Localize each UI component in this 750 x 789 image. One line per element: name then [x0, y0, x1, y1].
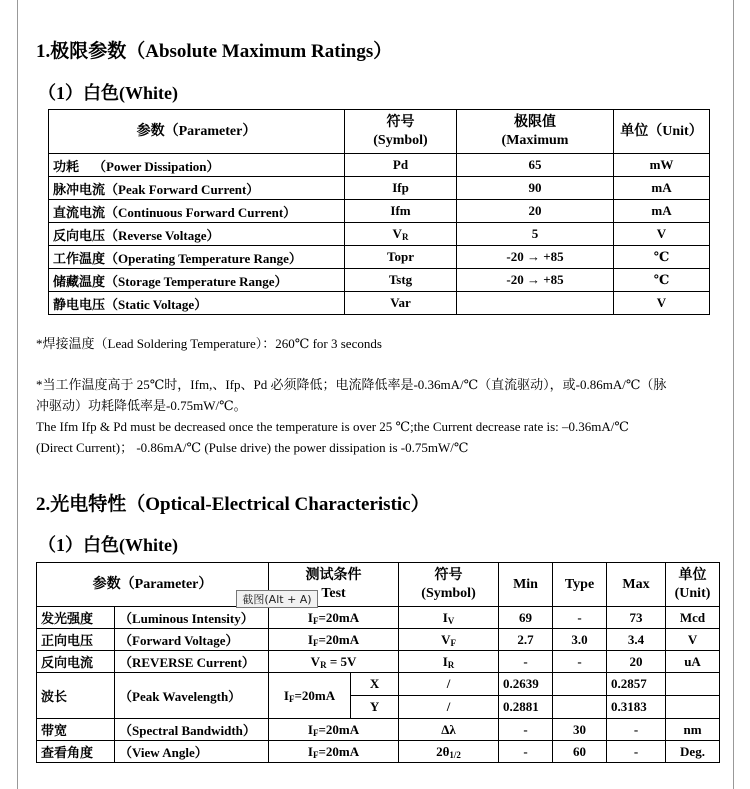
symbol-cell: [399, 719, 499, 741]
table-row: [37, 719, 720, 741]
symbol-main: V: [392, 226, 402, 241]
value-cell: [457, 292, 614, 315]
param-cell: [49, 269, 345, 292]
header-symbol: [345, 110, 457, 154]
symbol-cell: [399, 629, 499, 651]
header2-symbol-en: (Symbol): [421, 585, 476, 601]
type-cell: 3.0: [553, 629, 607, 651]
symbol-text: Tstg: [388, 272, 413, 287]
symbol-text: Ifp: [392, 180, 409, 195]
table-row: [49, 223, 710, 246]
condition-sub: F: [312, 727, 319, 738]
section2-subtitle: （1）白色(White): [38, 535, 178, 555]
section1-title: 1.极限参数（Absolute Maximum Ratings）: [36, 41, 393, 62]
note-derate-en-1: The Ifm Ifp & Pd must be decreased once the temperature is over 25 ℃;the Current decrease rate is: –0.36mA/℃: [36, 419, 629, 434]
condition-rest: = 5V: [326, 653, 357, 669]
condition-rest: =20mA: [318, 631, 360, 647]
unit-cell: V: [614, 292, 710, 315]
max-cell: 3.4: [607, 629, 666, 651]
condition-cell: [269, 651, 399, 673]
note-derate-cn-1: *当工作温度高于 25℃时，Ifm,、Ifp、Pd 必须降低；电流降低率是-0.36mA/℃（直流驱动），或-0.86mA/℃（脉: [36, 377, 667, 392]
header-symbol-en: (Symbol): [373, 132, 428, 148]
param-cell: [49, 292, 345, 315]
unit-cell: V: [614, 223, 710, 246]
param-en-cell: （Luminous Intensity）: [115, 607, 269, 629]
condition-sub: R: [320, 659, 327, 670]
header2-max: Max: [607, 563, 666, 607]
unit-cell: ℃: [614, 246, 710, 269]
value-cell: -20 → +85: [457, 269, 614, 292]
condition-main: I: [307, 743, 313, 759]
unit-cell: uA: [666, 651, 720, 673]
symbol-cell: /: [399, 673, 499, 696]
condition-main: I: [283, 687, 289, 703]
absolute-max-table: [48, 109, 710, 315]
symbol-cell: [345, 200, 457, 223]
unit-cell: [666, 673, 720, 696]
value-cell: 20: [457, 200, 614, 223]
symbol-cell: [399, 741, 499, 763]
symbol-main: V: [441, 631, 451, 647]
type-cell: 30: [553, 719, 607, 741]
axis-cell: Y: [351, 696, 399, 719]
section1-subtitle: （1）白色(White): [38, 83, 178, 103]
min-cell: 69: [499, 607, 553, 629]
header2-unit: [666, 563, 720, 607]
param-cn-cell: 查看角度: [37, 741, 115, 763]
table-row: [49, 246, 710, 269]
condition-cell: [269, 607, 399, 629]
header2-symbol-cn: 符号: [434, 567, 463, 583]
symbol-sub: F: [450, 637, 456, 648]
table-row: [37, 629, 720, 651]
param-cn-cell: 反向电流: [37, 651, 115, 673]
condition-sub: F: [288, 693, 295, 704]
max-cell: 73: [607, 607, 666, 629]
axis-cell: X: [351, 673, 399, 696]
table-row: [49, 292, 710, 315]
symbol-cell: [345, 154, 457, 177]
param-cn: 脉冲电流: [53, 181, 106, 197]
param-cn: 静电电压: [53, 296, 106, 312]
unit-cell: V: [666, 629, 720, 651]
unit-cell: mW: [614, 154, 710, 177]
table-row: [37, 741, 720, 763]
param-en-cell: （View Angle）: [115, 741, 269, 763]
condition-main: I: [307, 631, 313, 647]
param-cell: [49, 177, 345, 200]
param-cn-cell: 发光强度: [37, 607, 115, 629]
min-cell: -: [499, 719, 553, 741]
note-soldering: *焊接温度（Lead Soldering Temperature）：260℃ for 3 seconds: [36, 336, 382, 351]
max-cell: 0.2857: [607, 673, 666, 696]
param-cn-cell: 带宽: [37, 719, 115, 741]
param-cn: 直流电流: [53, 204, 106, 220]
symbol-cell: [399, 651, 499, 673]
header-parameter: 参数（Parameter）: [49, 110, 345, 154]
value-cell: 5: [457, 223, 614, 246]
wavelength-row: [37, 673, 720, 696]
param-cell: [49, 223, 345, 246]
unit-cell: mA: [614, 177, 710, 200]
symbol-cell: [345, 269, 457, 292]
value-cell: 90: [457, 177, 614, 200]
symbol-text: Pd: [392, 157, 409, 172]
param-en: （Static Voltage）: [105, 296, 208, 312]
condition-rest: =20mA: [318, 609, 360, 625]
header-symbol-cn: 符号: [386, 114, 415, 130]
header2-parameter: 参数（Parameter）: [37, 563, 269, 607]
note-derate-cn-2: 冲驱动）功耗降低率是-0.75mW/℃。: [36, 398, 247, 413]
param-cell: [49, 200, 345, 223]
symbol-main: I: [442, 653, 448, 669]
min-cell: 0.2639: [499, 673, 553, 696]
param-cn-cell: 波长: [37, 673, 115, 719]
unit-cell: nm: [666, 719, 720, 741]
condition-sub: F: [312, 615, 319, 626]
condition-sub: F: [312, 637, 319, 648]
header2-min: Min: [499, 563, 553, 607]
unit-cell: Deg.: [666, 741, 720, 763]
value-cell: 65: [457, 154, 614, 177]
condition-main: I: [307, 721, 313, 737]
param-en: （Storage Temperature Range）: [105, 273, 288, 289]
condition-main: I: [307, 609, 313, 625]
screenshot-tooltip: 截图(Alt + A): [236, 590, 318, 608]
symbol-cell: /: [399, 696, 499, 719]
table-row: [37, 651, 720, 673]
optical-electrical-table: [36, 562, 720, 763]
param-cell: [49, 154, 345, 177]
symbol-sub: R: [447, 659, 455, 670]
param-cn: 反向电压: [53, 227, 106, 243]
param-cn: 储藏温度: [53, 273, 106, 289]
param-en-cell: （REVERSE Current）: [115, 651, 269, 673]
condition-main: V: [310, 653, 321, 669]
header-max-cn: 极限值: [514, 114, 556, 130]
symbol-text: Topr: [387, 249, 414, 264]
min-cell: -: [499, 651, 553, 673]
unit-cell: Mcd: [666, 607, 720, 629]
symbol-cell: [399, 607, 499, 629]
page-border-left: [17, 0, 18, 789]
table-row: [49, 269, 710, 292]
header2-cond-en: Test: [321, 585, 346, 601]
symbol-sub: V: [447, 615, 455, 626]
unit-cell: [666, 696, 720, 719]
header2-symbol: [399, 563, 499, 607]
note-derate-en-2: (Direct Current)； -0.86mA/℃ (Pulse drive) the power dissipation is -0.75mW/℃: [36, 440, 469, 455]
max-cell: 20: [607, 651, 666, 673]
condition-cell: [269, 741, 399, 763]
type-cell: 60: [553, 741, 607, 763]
condition-cell: [269, 673, 351, 719]
condition-rest: =20mA: [318, 721, 360, 737]
unit-cell: ℃: [614, 269, 710, 292]
param-cn: 功耗: [53, 158, 80, 174]
table-row: [49, 200, 710, 223]
condition-rest: =20mA: [294, 687, 336, 703]
min-cell: -: [499, 741, 553, 763]
symbol-cell: [345, 223, 457, 246]
param-en-cell: （Peak Wavelength）: [115, 673, 269, 719]
header2-type: Type: [553, 563, 607, 607]
symbol-main: Δλ: [441, 721, 456, 737]
header2-cond-cn: 测试条件: [305, 567, 362, 583]
table2-header-row: [37, 563, 720, 607]
header-maximum: [457, 110, 614, 154]
param-en-cell: （Spectral Bandwidth）: [115, 719, 269, 741]
param-en-cell: （Forward Voltage）: [115, 629, 269, 651]
page-border-right: [733, 0, 734, 789]
param-en: （Peak Forward Current）: [105, 181, 260, 197]
max-cell: -: [607, 719, 666, 741]
condition-rest: =20mA: [318, 743, 360, 759]
symbol-text: Ifm: [390, 203, 411, 218]
type-cell: -: [553, 607, 607, 629]
param-en: （Power Dissipation）: [93, 158, 220, 174]
type-cell: -: [553, 651, 607, 673]
value-cell: -20 → +85: [457, 246, 614, 269]
param-cn: 工作温度: [53, 250, 106, 266]
unit-cell: mA: [614, 200, 710, 223]
param-cn-cell: 正向电压: [37, 629, 115, 651]
symbol-cell: [345, 177, 457, 200]
symbol-text: Var: [390, 295, 411, 310]
header-max-en: (Maximum: [501, 132, 569, 148]
symbol-cell: [345, 246, 457, 269]
symbol-sub: R: [401, 232, 409, 242]
symbol-main: I: [442, 609, 448, 625]
section2-title: 2.光电特性（Optical-Electrical Characteristic）: [36, 494, 430, 515]
condition-cell: [269, 629, 399, 651]
table-header-row: [49, 110, 710, 154]
symbol-sub: 1/2: [449, 749, 461, 760]
table-row: [49, 154, 710, 177]
min-cell: 0.2881: [499, 696, 553, 719]
header2-unit-cn: 单位: [678, 567, 707, 583]
symbol-cell: [345, 292, 457, 315]
condition-cell: [269, 719, 399, 741]
max-cell: 0.3183: [607, 696, 666, 719]
symbol-main: 2θ: [436, 743, 450, 759]
header-unit: 单位（Unit）: [614, 110, 710, 154]
param-en: （Operating Temperature Range）: [105, 250, 302, 266]
min-cell: 2.7: [499, 629, 553, 651]
param-cell: [49, 246, 345, 269]
type-cell: [553, 673, 607, 696]
param-en: （Continuous Forward Current）: [105, 204, 297, 220]
type-cell: [553, 696, 607, 719]
table-row: [49, 177, 710, 200]
table-row: [37, 607, 720, 629]
condition-sub: F: [312, 749, 319, 760]
header2-unit-en: (Unit): [674, 585, 711, 601]
max-cell: -: [607, 741, 666, 763]
param-en: （Reverse Voltage）: [105, 227, 220, 243]
